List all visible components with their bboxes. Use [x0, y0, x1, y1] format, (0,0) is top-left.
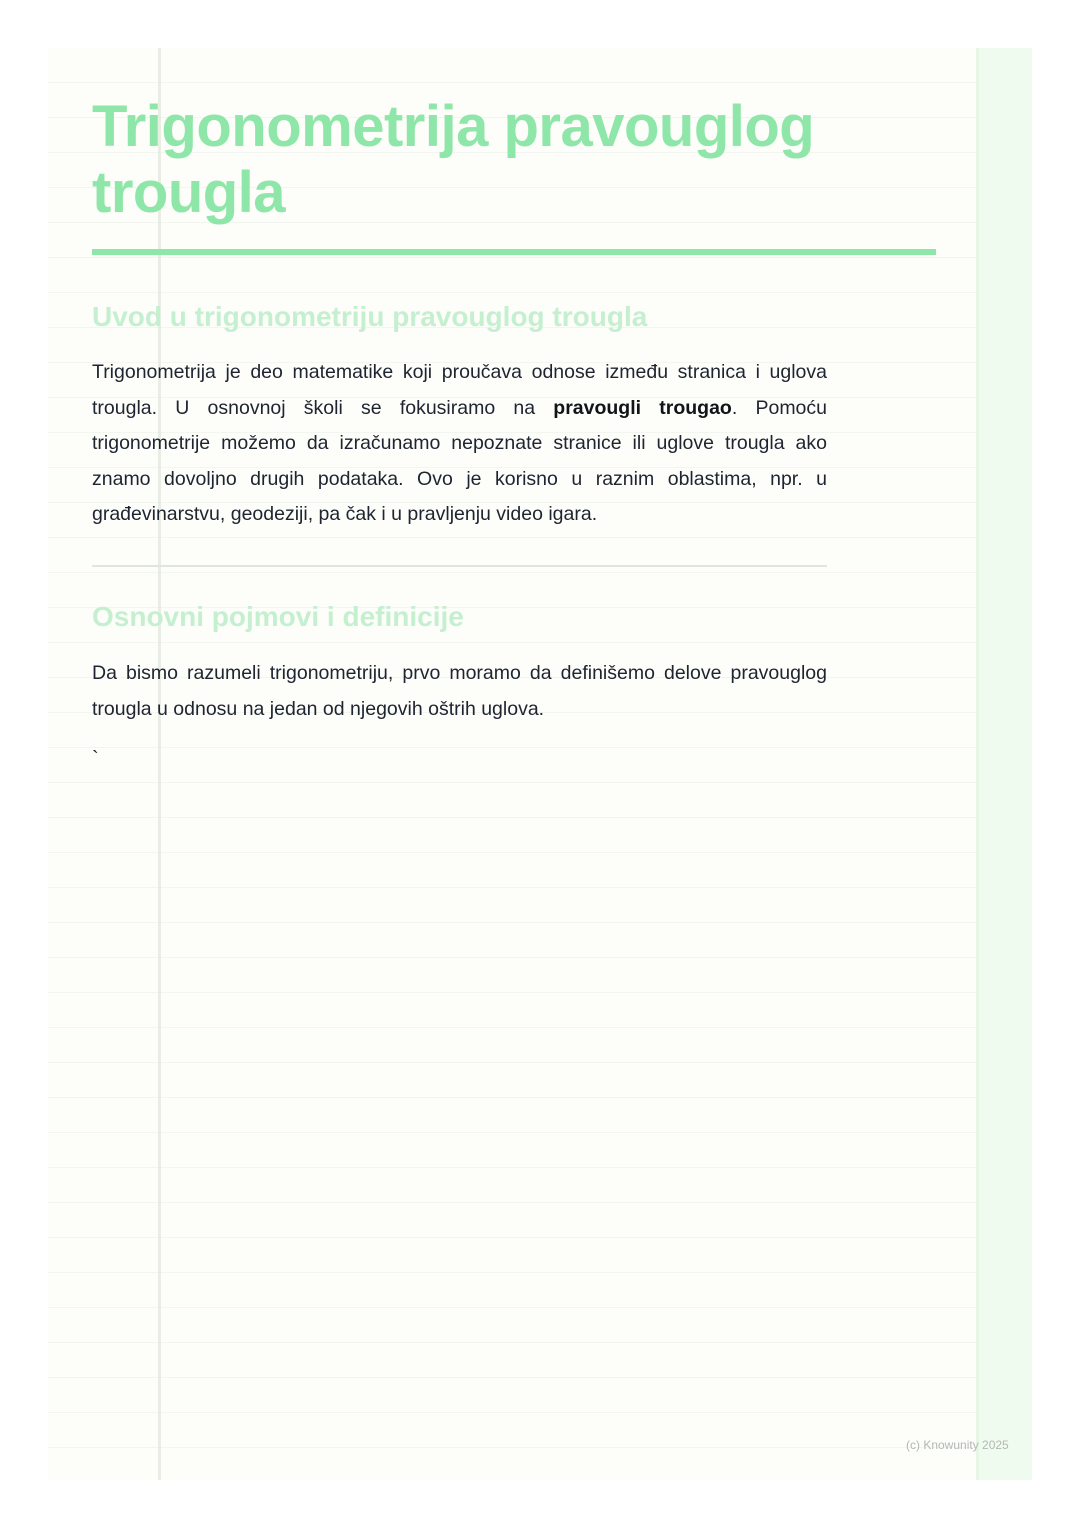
notebook-margin-line: [158, 48, 161, 1480]
copyright-footer: (c) Knowunity 2025: [906, 1438, 1009, 1452]
section-paragraph-osnovni-pojmovi: Da bismo razumeli trigonometriju, prvo moramo da definišemo delove pravouglog trougla u odnosu na jedan od njegovih oštrih uglova.: [92, 662, 827, 720]
section-divider: [92, 565, 827, 567]
stray-backtick-mark: `: [92, 748, 99, 770]
right-edge-strip: [976, 48, 1032, 1480]
section-paragraph-uvod: [92, 355, 827, 533]
page-title: Trigonometrija pravouglog trougla: [92, 94, 815, 225]
section-heading-osnovni-pojmovi: Osnovni pojmovi i definicije: [92, 601, 464, 632]
paragraph-text: . Pomoću trigonometrije možemo da izračunamo nepoznate stranice ili uglove trougla ako znamo dovoljno drugih podataka. Ovo je korisno u raznim oblastima, npr. u građevinarstvu, geodeziji, pa čak i u pravljenju video igara.: [92, 396, 828, 525]
title-underline: [92, 249, 936, 255]
paragraph-text: Trigonometrija je deo matematike koji proučava odnose između stranica i uglova trougla. U osnovnoj školi se fokusiramo na: [92, 361, 827, 419]
section-heading-uvod: Uvod u trigonometriju pravouglog trougla: [92, 301, 648, 332]
document-page: [48, 48, 1032, 1480]
emphasized-term: pravougli trougao: [553, 396, 732, 419]
